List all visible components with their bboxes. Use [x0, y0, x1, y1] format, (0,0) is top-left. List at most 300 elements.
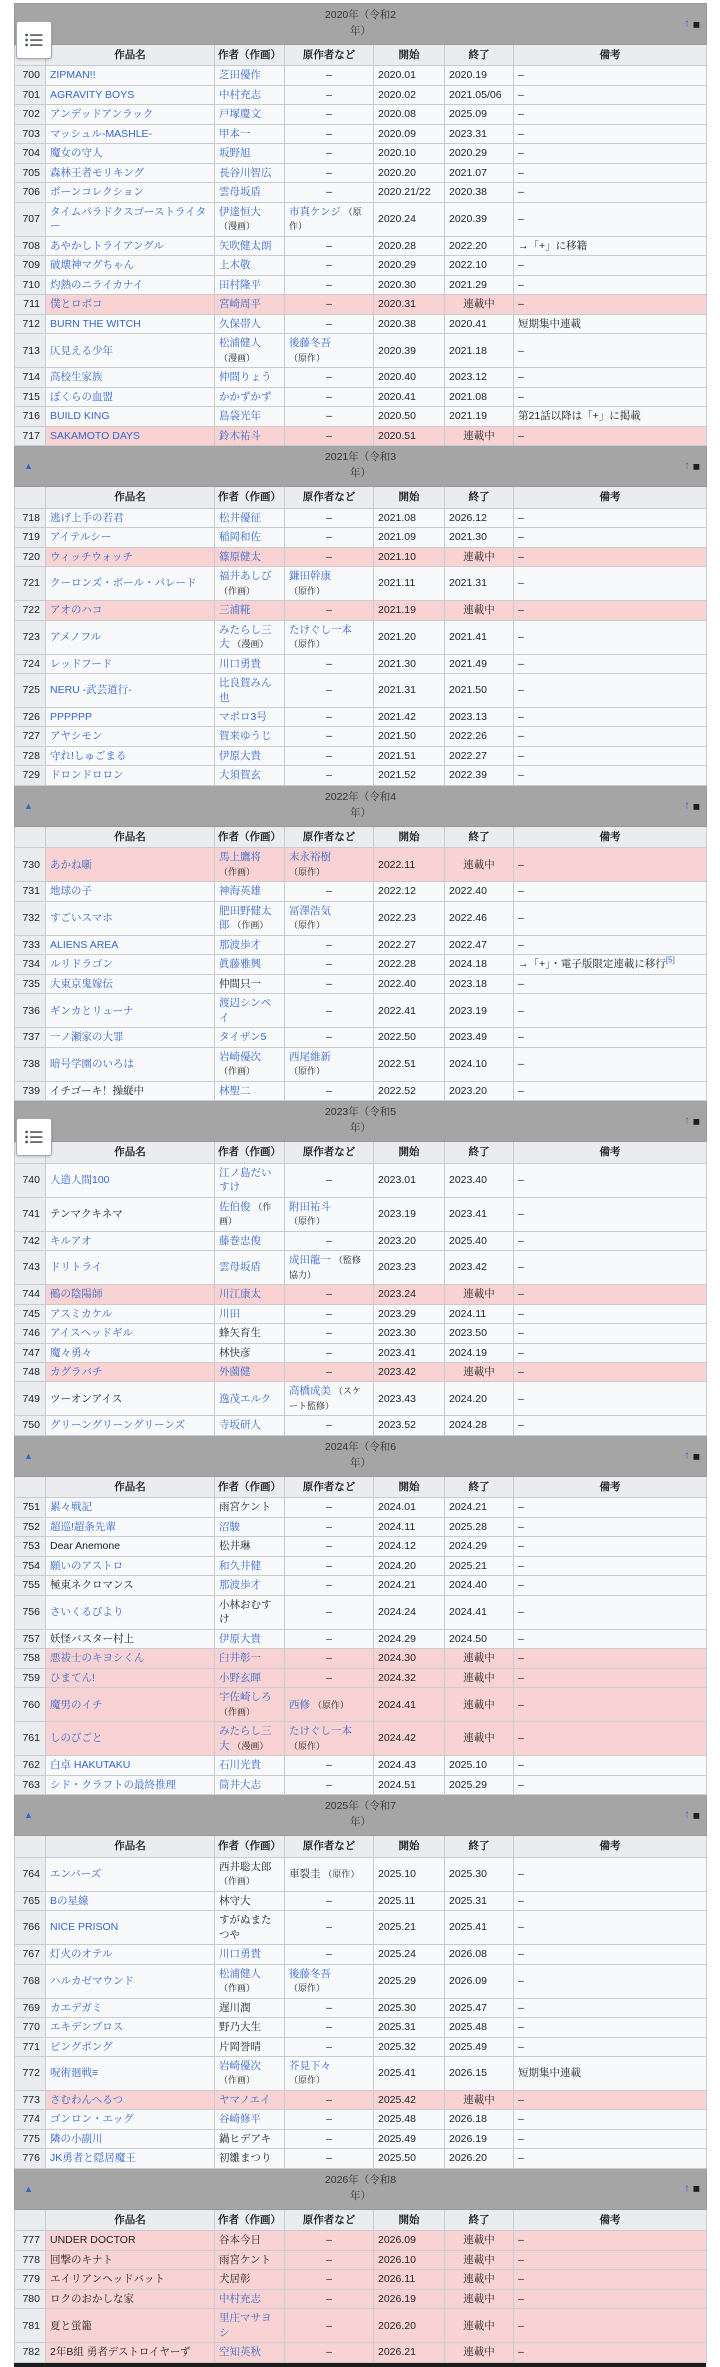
start-date: 2025.24 — [374, 1945, 445, 1964]
title-cell — [46, 1285, 215, 1304]
up-arrow-link[interactable]: ↑ — [684, 459, 690, 472]
end-date: 2021.29 — [445, 275, 514, 294]
title-link[interactable]: 逃げ上手の若君 — [50, 511, 124, 524]
title-link[interactable]: ゴンロン・エッグ — [50, 2113, 134, 2126]
author-link[interactable]: 雲母坂盾 — [219, 1261, 261, 1274]
title-link[interactable]: しのびごと — [50, 1732, 103, 1745]
author-link[interactable]: 眞藤雅興 — [219, 958, 261, 971]
title-link[interactable]: 破壊神マグちゃん — [50, 259, 134, 272]
start-date: 2022.51 — [374, 1047, 445, 1081]
year-header-icons — [684, 1114, 700, 1129]
title-cell — [46, 935, 215, 954]
original-author-link[interactable]: 後藤冬吾 — [289, 1967, 331, 1980]
title-link[interactable]: カエデガミ — [50, 2001, 103, 2014]
author-cell — [215, 2129, 285, 2148]
year-header-icons — [684, 2181, 700, 2196]
note-cell — [514, 163, 707, 182]
author-link[interactable]: 神海英雄 — [219, 885, 261, 898]
title-link[interactable]: 魔々勇々 — [50, 1346, 92, 1359]
title-link[interactable]: アメノフル — [50, 630, 102, 643]
author-link[interactable]: 島袋光年 — [219, 410, 261, 423]
author-link[interactable]: 福井あしび — [219, 570, 272, 583]
scroll-to-top-arrow[interactable]: ▲ — [24, 1450, 33, 1461]
note-text: – — [518, 1084, 524, 1097]
up-arrow-link[interactable]: ↑ — [684, 1449, 690, 1462]
title-link[interactable]: タイムパラドクスゴーストライター — [50, 205, 207, 233]
original-author-cell: – — [285, 727, 374, 746]
title-link[interactable]: 隣の小副川 — [50, 2132, 103, 2145]
note-cell — [514, 2250, 707, 2269]
author-link[interactable]: 空知英秋 — [219, 2346, 261, 2359]
title-link[interactable]: グリーングリーングリーンズ — [50, 1419, 186, 1432]
end-date: 2022.20 — [445, 236, 514, 255]
author-link[interactable]: 久保帯人 — [219, 317, 261, 330]
original-author-link[interactable]: 芥見下々 — [289, 2059, 331, 2072]
title-link[interactable]: アオのハコ — [50, 604, 103, 617]
author-cell — [215, 295, 285, 314]
author-link[interactable]: 江ノ島だいすけ — [219, 1166, 272, 1194]
row-number: 772 — [15, 2056, 46, 2090]
original-author-cell — [285, 1722, 374, 1756]
author-link[interactable]: 篠原健太 — [219, 550, 261, 563]
title-link[interactable]: 暗号学園のいろは — [50, 1057, 134, 1070]
author-link[interactable]: 筒井大志 — [219, 1778, 261, 1791]
author-link[interactable]: 川江康太 — [219, 1288, 261, 1301]
row-number-header — [15, 1836, 46, 1857]
author-cell — [215, 1722, 285, 1756]
reference-link[interactable]: [5] — [665, 955, 675, 965]
start-date: 2023.20 — [374, 1231, 445, 1250]
year-header-row — [15, 446, 707, 487]
author-link[interactable]: 外薗健 — [219, 1366, 251, 1378]
title-link[interactable]: 地球の子 — [50, 885, 92, 898]
end-date: 2023.20 — [445, 1081, 514, 1100]
note-cell — [514, 935, 707, 954]
title-link[interactable]: NICE PRISON — [50, 1921, 119, 1934]
original-author-cell: – — [285, 1498, 374, 1517]
author-link[interactable]: 藤巻忠俊 — [219, 1234, 261, 1247]
author-text: 雨宮ケント — [219, 2253, 271, 2266]
table-row — [15, 1498, 707, 1517]
note-text: – — [518, 390, 524, 403]
title-link[interactable]: SAKAMOTO DAYS — [50, 429, 141, 442]
author-link[interactable]: マポロ3号 — [219, 710, 267, 723]
original-author-cell: – — [285, 2149, 374, 2168]
author-link[interactable]: 岩崎優次 — [219, 1050, 261, 1063]
original-author-cell: – — [285, 1891, 374, 1910]
author-link[interactable]: 長谷川智広 — [219, 166, 272, 179]
title-link[interactable]: 魔男のイチ — [50, 1698, 103, 1711]
title-link[interactable]: 森林王者モリキング — [50, 166, 145, 179]
author-cell — [215, 1891, 285, 1910]
author-link[interactable]: 川田 — [219, 1307, 240, 1320]
title-link[interactable]: Bの星線 — [50, 1894, 89, 1907]
title-text: 妖怪バスター村上 — [50, 1632, 134, 1645]
original-author-link[interactable]: 成田龍一 — [289, 1254, 331, 1267]
original-author-role-label: （原作） — [289, 1216, 326, 1227]
original-author-cell: – — [285, 124, 374, 143]
title-link[interactable]: アスミカケル — [50, 1307, 113, 1320]
up-arrow-link[interactable]: ↑ — [684, 2182, 690, 2195]
title-link[interactable]: ギンカとリューナ — [50, 1004, 134, 1017]
note-cell — [514, 567, 707, 601]
title-link[interactable]: アイテルシー — [50, 531, 112, 544]
author-link[interactable]: 比良賀みん也 — [219, 677, 272, 704]
start-date: 2024.20 — [374, 1556, 445, 1575]
title-cell — [46, 2018, 215, 2037]
author-link[interactable]: 松井優征 — [219, 511, 261, 524]
title-link[interactable]: 呪術廻戦≡ — [50, 2067, 99, 2080]
title-link[interactable]: ハルカゼマウンド — [50, 1974, 134, 1987]
title-link[interactable]: JK勇者と隠居魔王 — [50, 2152, 136, 2165]
author-cell — [215, 2309, 285, 2343]
end-date: 2024.20 — [445, 1382, 514, 1416]
original-author-link[interactable]: 西修 — [289, 1698, 310, 1711]
original-author-cell: – — [285, 1324, 374, 1343]
start-date: 2025.42 — [374, 2090, 445, 2109]
note-text: – — [518, 259, 524, 272]
original-author-cell: – — [285, 1911, 374, 1945]
title-link[interactable]: 人造人間100 — [50, 1173, 110, 1186]
original-author-cell — [285, 567, 374, 601]
original-author-role-label: （監修協力） — [289, 1255, 361, 1280]
title-link[interactable]: 仄見える少年 — [50, 344, 113, 357]
author-link[interactable]: 逸茂エルク — [219, 1392, 272, 1405]
author-link[interactable]: 那波歩才 — [219, 1579, 261, 1592]
column-header-row — [15, 1142, 707, 1163]
table-row — [15, 2129, 707, 2148]
start-date: 2021.31 — [374, 674, 445, 708]
start-date: 2022.28 — [374, 955, 445, 974]
author-link[interactable]: 戸塚慶文 — [219, 108, 261, 121]
author-link[interactable]: 松浦健人 — [219, 1967, 261, 1980]
title-link[interactable]: ZIPMAN!! — [50, 69, 96, 82]
title-link[interactable]: あかね噺 — [50, 858, 92, 871]
original-author-link[interactable]: 後藤冬吾 — [289, 337, 331, 350]
author-link[interactable]: みたらし三大 — [219, 623, 272, 651]
title-link[interactable]: キルアオ — [50, 1234, 92, 1247]
note-cell — [514, 528, 707, 547]
author-link[interactable]: 坂野旭 — [219, 147, 251, 160]
end-date: 2021.19 — [445, 407, 514, 426]
author-link[interactable]: 臼井彰一 — [219, 1652, 261, 1665]
title-link[interactable]: 大東京鬼嫁伝 — [50, 977, 113, 990]
title-link[interactable]: すごいスマホ — [50, 912, 113, 925]
title-link[interactable]: エキデンブロス — [50, 2021, 124, 2034]
author-link[interactable]: 佐伯俊 — [219, 1200, 251, 1213]
start-date: 2020.40 — [374, 368, 445, 387]
original-author-link[interactable]: たけぐし一本 — [289, 1725, 352, 1738]
title-link[interactable]: アヤシモン — [50, 730, 103, 743]
note-cell — [514, 1324, 707, 1343]
status-ongoing: 連載中 — [445, 1722, 514, 1756]
original-author-cell: – — [285, 547, 374, 566]
start-date: 2020.31 — [374, 295, 445, 314]
title-cell — [46, 1595, 215, 1629]
author-link[interactable]: ヤマノエイ — [219, 2093, 271, 2106]
author-role-label: （作画） — [219, 1876, 256, 1887]
title-link[interactable]: さいくるびより — [50, 1606, 124, 1619]
title-text: 2年B組 勇者デストロイヤーず — [50, 2346, 191, 2359]
author-link[interactable]: 林聖二 — [219, 1084, 251, 1097]
title-link[interactable]: 灼熱のニライカナイ — [50, 278, 144, 291]
title-link[interactable]: BURN THE WITCH — [50, 317, 141, 330]
title-link[interactable]: さむわんへるつ — [50, 2093, 124, 2106]
title-link[interactable]: シド・クラフトの最終推理 — [50, 1778, 176, 1791]
note-text: – — [518, 127, 524, 140]
original-author-cell — [285, 1197, 374, 1231]
start-date: 2023.24 — [374, 1285, 445, 1304]
author-link[interactable]: 上木敬 — [219, 259, 251, 272]
author-link[interactable]: 仲間りょう — [219, 371, 272, 384]
table-row — [15, 1688, 707, 1722]
year-header-cell — [15, 1435, 707, 1476]
up-arrow-link[interactable]: ↑ — [684, 1808, 690, 1821]
title-link[interactable]: 灯火のオテル — [50, 1948, 113, 1961]
table-row — [15, 2056, 707, 2090]
author-link[interactable]: 伊原大貴 — [219, 1632, 261, 1645]
start-date: 2020.39 — [374, 334, 445, 368]
up-arrow-link[interactable]: ↑ — [684, 799, 690, 812]
title-link[interactable]: 高校生家族 — [50, 371, 103, 384]
author-link[interactable]: 鈴木祐斗 — [219, 429, 261, 442]
author-link[interactable]: 松浦健人 — [219, 337, 261, 350]
original-author-link[interactable]: 高橋成美 — [289, 1385, 331, 1398]
list-menu-button[interactable] — [16, 21, 52, 59]
title-link[interactable]: レッドフード — [50, 657, 113, 670]
author-link[interactable]: 稲岡和佐 — [219, 531, 261, 544]
title-link[interactable]: 僕とロボコ — [50, 298, 103, 311]
table-row — [15, 1945, 707, 1964]
title-link[interactable]: ピングポング — [50, 2040, 113, 2053]
author-link[interactable]: 石川光貴 — [219, 1759, 261, 1772]
author-link[interactable]: 大須賀玄 — [219, 769, 261, 782]
original-author-link[interactable]: 西尾維新 — [289, 1050, 331, 1063]
table-row — [15, 727, 707, 746]
author-link[interactable]: 賀来ゆうじ — [219, 730, 272, 743]
author-cell — [215, 314, 285, 333]
row-number: 780 — [15, 2289, 46, 2308]
original-author-link[interactable]: 冨澤浩気 — [289, 904, 331, 917]
row-number: 725 — [15, 674, 46, 708]
author-link[interactable]: 中村充志 — [219, 88, 261, 101]
title-text: ツーオンアイス — [50, 1392, 123, 1405]
start-date: 2025.50 — [374, 2149, 445, 2168]
scroll-to-top-arrow[interactable]: ▲ — [24, 460, 33, 471]
note-text: – — [518, 88, 524, 101]
title-cell — [46, 1537, 215, 1556]
author-link[interactable]: 和久井健 — [219, 1559, 261, 1572]
title-link[interactable]: ALIENS AREA — [50, 938, 119, 951]
title-link[interactable]: ひまてん! — [50, 1671, 95, 1684]
status-ongoing: 連載中 — [445, 426, 514, 445]
original-author-link[interactable]: 鎌田幹康 — [289, 570, 331, 583]
author-link[interactable]: みたらし三大 — [219, 1725, 272, 1752]
column-header: 作者（作画） — [215, 1476, 285, 1497]
title-link[interactable]: ルリドラゴン — [50, 958, 113, 971]
up-arrow-link[interactable]: ↑ — [684, 1114, 690, 1127]
author-link[interactable]: 三浦糀 — [219, 604, 251, 617]
title-cell — [46, 2056, 215, 2090]
table-row — [15, 1363, 707, 1382]
author-link[interactable]: 岩崎優次 — [219, 2059, 261, 2072]
original-author-cell — [285, 1688, 374, 1722]
title-link[interactable]: PPPPPP — [50, 710, 93, 723]
author-link[interactable]: かかずかず — [219, 390, 272, 403]
note-text: – — [518, 371, 524, 384]
author-link[interactable]: 里庄マサヨシ — [219, 2312, 272, 2339]
note-cell — [514, 334, 707, 368]
note-cell — [514, 1231, 707, 1250]
author-link[interactable]: 肥田野健太郎 — [219, 904, 272, 932]
title-cell — [46, 144, 215, 163]
author-link[interactable]: 沼駿 — [219, 1520, 240, 1533]
author-cell — [215, 2250, 285, 2269]
original-author-link[interactable]: たけぐし一本 — [289, 623, 352, 636]
note-text: – — [518, 69, 524, 82]
table-row — [15, 202, 707, 236]
title-link[interactable]: カグラバチ — [50, 1366, 103, 1378]
author-link[interactable]: 那波歩才 — [219, 938, 261, 951]
year-header-row — [15, 1435, 707, 1476]
author-link[interactable]: 伊達恒大 — [219, 205, 261, 218]
start-date: 2023.29 — [374, 1304, 445, 1323]
author-link[interactable]: 田村隆平 — [219, 278, 261, 291]
author-text: 遅川潤 — [219, 2001, 251, 2014]
row-number: 718 — [15, 508, 46, 527]
scroll-to-top-arrow[interactable]: ▲ — [24, 1809, 33, 1820]
column-header: 備考 — [514, 45, 707, 66]
end-date: 2025.47 — [445, 1998, 514, 2017]
original-author-link[interactable]: 附田祐斗 — [289, 1200, 331, 1213]
author-link[interactable]: 雲母坂盾 — [219, 186, 261, 199]
author-cell — [215, 2018, 285, 2037]
table-row — [15, 256, 707, 275]
row-number: 729 — [15, 766, 46, 785]
author-link[interactable]: 甲本一 — [219, 127, 251, 140]
note-text: – — [518, 1234, 524, 1247]
title-link[interactable]: 悪祓士のキヨシくん — [50, 1652, 145, 1665]
original-author-role-label: （原作） — [289, 1066, 326, 1077]
title-link[interactable]: 守れ!しゅごまる — [50, 749, 127, 762]
author-link[interactable]: 川口勇貴 — [219, 1948, 261, 1961]
title-link[interactable]: AGRAVITY BOYS — [50, 88, 135, 101]
title-link[interactable]: 累々戦記 — [50, 1501, 92, 1514]
note-cell — [514, 848, 707, 882]
title-link[interactable]: ドロンドロロン — [50, 769, 124, 782]
up-arrow-link[interactable]: ↑ — [684, 17, 690, 30]
note-cell — [514, 124, 707, 143]
black-square-icon: ■ — [692, 2181, 701, 2196]
author-link[interactable]: 矢吹健太朗 — [219, 239, 272, 252]
author-link[interactable]: 宮崎周平 — [219, 298, 261, 311]
title-link[interactable]: 超巡!超条先輩 — [50, 1520, 116, 1533]
title-cell — [46, 236, 215, 255]
author-link[interactable]: 小野玄暉 — [219, 1671, 261, 1684]
title-link[interactable]: マッシュル-MASHLE- — [50, 127, 153, 140]
note-text: – — [518, 1974, 524, 1987]
title-link[interactable]: BUILD KING — [50, 410, 110, 423]
title-link[interactable]: あやかしトライアングル — [50, 239, 164, 252]
original-author-link[interactable]: 市真ケンジ — [289, 205, 341, 218]
column-header: 原作者など — [285, 487, 374, 508]
original-author-link[interactable]: 末永裕樹 — [289, 851, 331, 864]
note-text: – — [518, 147, 524, 160]
author-link[interactable]: 寺坂研人 — [219, 1419, 261, 1432]
title-link[interactable]: 願いのアストロ — [50, 1559, 124, 1572]
original-author-cell: – — [285, 674, 374, 708]
author-link[interactable]: 川口勇貴 — [219, 657, 261, 670]
note-cell — [514, 901, 707, 935]
author-cell — [215, 1285, 285, 1304]
title-link[interactable]: ボーンコレクション — [50, 186, 144, 199]
note-cell — [514, 1945, 707, 1964]
author-link[interactable]: 伊原大貴 — [219, 749, 261, 762]
title-link[interactable]: アイスヘッドギル — [50, 1327, 133, 1340]
author-role-label: （作画） — [219, 1983, 256, 1994]
title-link[interactable]: アンデッドアンラック — [50, 108, 154, 121]
table-row — [15, 1251, 707, 1285]
note-cell — [514, 1629, 707, 1648]
year-header-icons — [684, 1808, 700, 1823]
author-link[interactable]: 谷崎修平 — [219, 2113, 261, 2126]
start-date: 2025.41 — [374, 2056, 445, 2090]
black-square-icon: ■ — [692, 798, 701, 813]
author-role-label: （作画） — [219, 585, 256, 596]
title-text: 回撃のキナト — [50, 2253, 113, 2266]
title-link[interactable]: 魔女の守人 — [50, 147, 103, 160]
title-link[interactable]: NERU -武芸道行- — [50, 684, 132, 697]
author-link[interactable]: 中村充志 — [219, 2292, 261, 2305]
scroll-to-top-arrow[interactable]: ▲ — [24, 800, 33, 811]
note-text: – — [518, 511, 524, 524]
title-link[interactable]: クーロンズ・ボール・パレード — [50, 577, 197, 590]
title-cell — [46, 1857, 215, 1891]
note-text: – — [518, 2346, 524, 2359]
row-number: 731 — [15, 882, 46, 901]
note-cell — [514, 256, 707, 275]
title-link[interactable]: ぼくらの血盟 — [50, 390, 113, 403]
title-cell — [46, 955, 215, 974]
author-link[interactable]: 馬上鷹将 — [219, 851, 261, 864]
original-author-cell: – — [285, 387, 374, 406]
author-text: 小林おむすけ — [219, 1598, 272, 1626]
status-ongoing: 連載中 — [445, 601, 514, 620]
title-link[interactable]: ウィッチウォッチ — [50, 550, 133, 563]
title-link[interactable]: 白卓 HAKUTAKU — [50, 1759, 131, 1772]
title-cell — [46, 882, 215, 901]
title-link[interactable]: 一ノ瀬家の大罪 — [50, 1031, 124, 1044]
author-link[interactable]: 宇佐崎しろ — [219, 1691, 272, 1704]
end-date: 2024.41 — [445, 1595, 514, 1629]
original-author-cell — [285, 202, 374, 236]
author-link[interactable]: タイザン5 — [219, 1031, 267, 1044]
title-link[interactable]: エンバーズ — [50, 1867, 102, 1880]
author-link[interactable]: 渡辺シンペイ — [219, 997, 272, 1024]
title-link[interactable]: ドリトライ — [50, 1261, 103, 1274]
list-menu-button[interactable] — [16, 1118, 52, 1156]
note-text: – — [518, 1346, 524, 1359]
author-link[interactable]: 芝田優作 — [219, 69, 261, 82]
scroll-to-top-arrow[interactable]: ▲ — [24, 2183, 33, 2194]
title-link[interactable]: 鵺の陰陽師 — [50, 1288, 103, 1301]
original-author-cell: – — [285, 407, 374, 426]
year-header-cell — [15, 446, 707, 487]
table-row — [15, 508, 707, 527]
row-number: 757 — [15, 1629, 46, 1648]
list-bullet-icon — [25, 1130, 43, 1144]
status-ongoing: 連載中 — [445, 1649, 514, 1668]
